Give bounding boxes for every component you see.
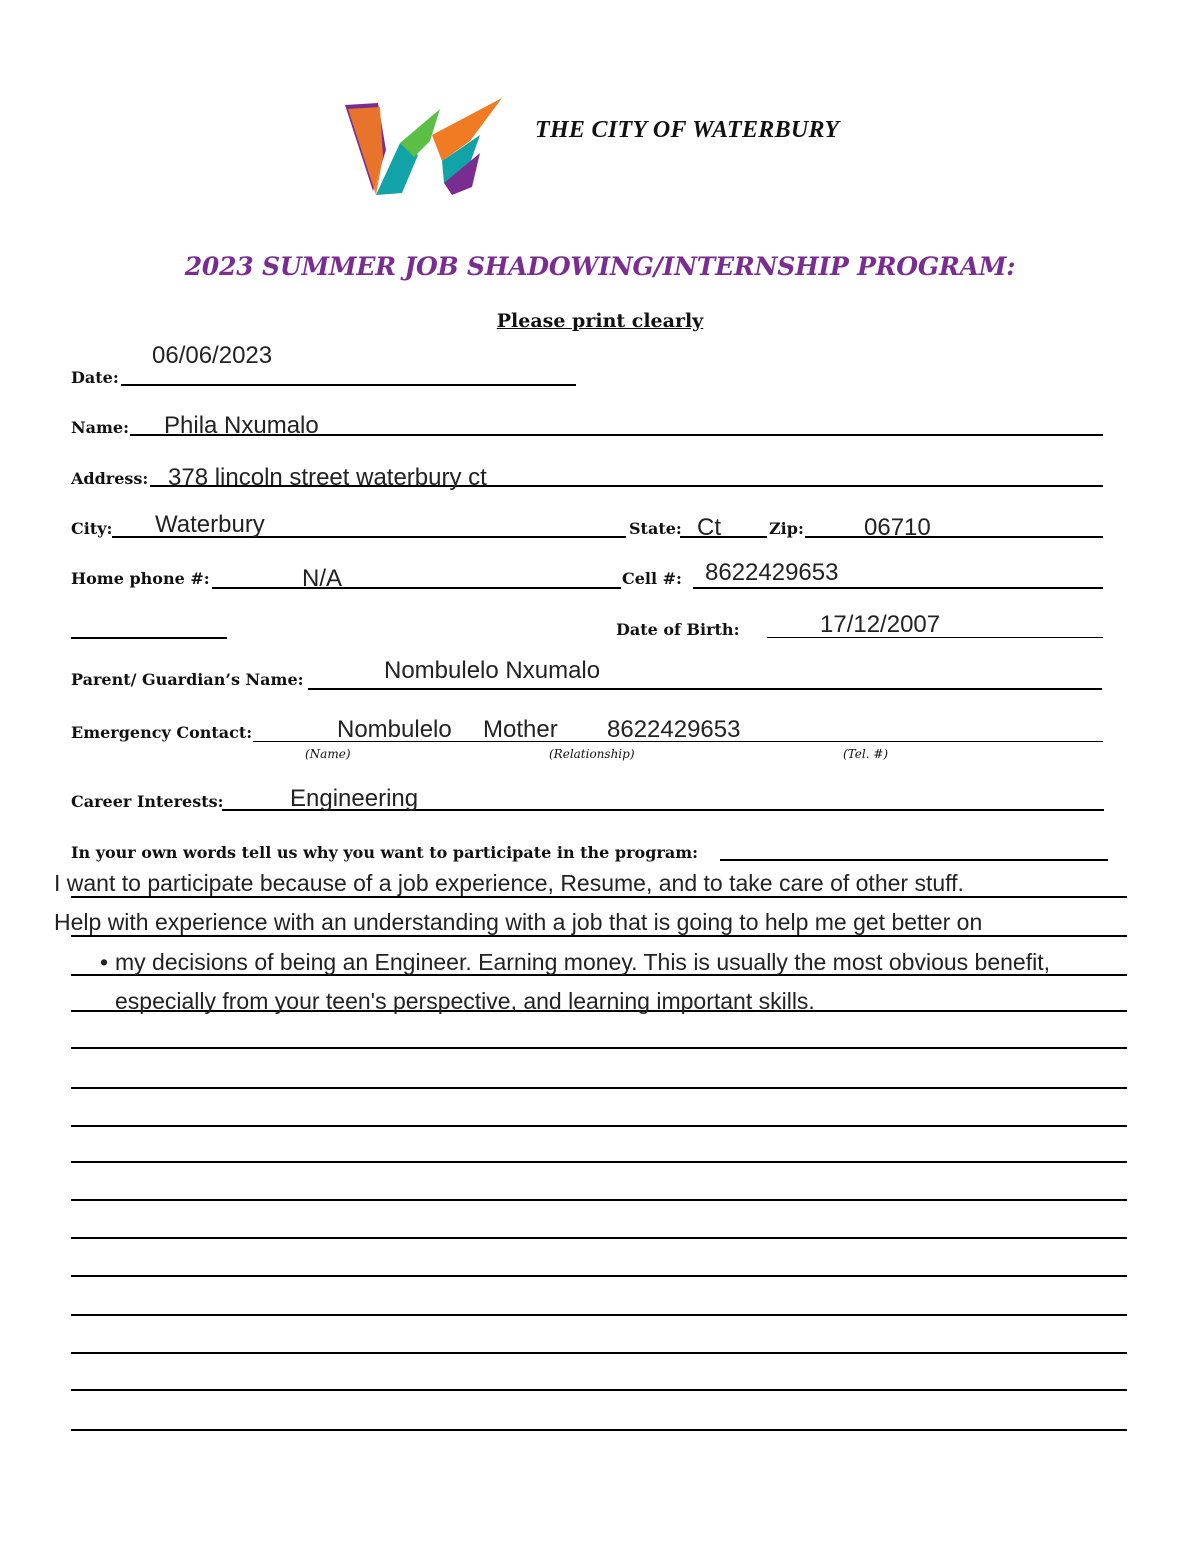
essay-line-7 xyxy=(71,1125,1127,1127)
state-value[interactable]: Ct xyxy=(697,514,721,541)
logo-shape-orange xyxy=(348,107,383,195)
home-phone-label: Home phone #: xyxy=(71,569,210,588)
emergency-relationship-value[interactable]: Mother xyxy=(483,716,558,743)
essay-line-8 xyxy=(71,1161,1127,1163)
essay-prompt: In your own words tell us why you want to participate in the program: xyxy=(71,843,699,862)
essay-line-14 xyxy=(71,1389,1127,1391)
career-label: Career Interests: xyxy=(71,792,224,811)
guardian-value[interactable]: Nombulelo Nxumalo xyxy=(384,657,601,684)
emergency-label: Emergency Contact: xyxy=(71,723,253,742)
date-label: Date: xyxy=(71,368,119,387)
emergency-name-caption: (Name) xyxy=(305,747,351,761)
guardian-label: Parent/ Guardian’s Name: xyxy=(71,670,304,689)
career-value[interactable]: Engineering xyxy=(290,785,419,812)
address-label: Address: xyxy=(71,469,149,488)
city-value[interactable]: Waterbury xyxy=(155,511,265,538)
essay-text-line-2[interactable]: Help with experience with an understanding with a job that is going to help me get better on xyxy=(54,909,983,935)
dob-label: Date of Birth: xyxy=(616,620,740,639)
emergency-tel-value[interactable]: 8622429653 xyxy=(607,716,741,743)
blank-short-line xyxy=(71,637,227,639)
address-value[interactable]: 378 lincoln street waterbury ct xyxy=(168,464,487,491)
essay-line-6 xyxy=(71,1087,1127,1089)
zip-value[interactable]: 06710 xyxy=(864,514,931,541)
name-value[interactable]: Phila Nxumalo xyxy=(164,412,319,439)
cell-value[interactable]: 8622429653 xyxy=(705,559,839,586)
essay-line-9 xyxy=(71,1199,1127,1201)
print-instruction: Please print clearly xyxy=(496,310,704,332)
date-line xyxy=(121,384,576,386)
home-phone-value[interactable]: N/A xyxy=(302,565,343,592)
state-line xyxy=(680,536,767,538)
essay-line-5 xyxy=(71,1047,1127,1049)
essay-text-line-1[interactable]: I want to participate because of a job experience, Resume, and to take care of other stuff. xyxy=(54,870,964,896)
home-phone-line xyxy=(212,587,621,589)
essay-line-11 xyxy=(71,1275,1127,1277)
zip-line xyxy=(805,536,1103,538)
zip-label: Zip: xyxy=(769,519,804,538)
essay-line-13 xyxy=(71,1352,1127,1354)
emergency-relationship-caption: (Relationship) xyxy=(549,747,635,761)
essay-line-12 xyxy=(71,1314,1127,1316)
essay-line-10 xyxy=(71,1237,1127,1239)
essay-bullet: • xyxy=(100,949,109,975)
date-value[interactable]: 06/06/2023 xyxy=(152,342,273,369)
dob-value[interactable]: 17/12/2007 xyxy=(820,611,941,638)
name-label: Name: xyxy=(71,418,130,437)
program-title: 2023 SUMMER JOB SHADOWING/INTERNSHIP PROGRAM: xyxy=(184,252,1016,281)
emergency-tel-caption: (Tel. #) xyxy=(843,747,889,761)
city-label: City: xyxy=(71,519,113,538)
guardian-line xyxy=(308,688,1102,690)
cell-label: Cell #: xyxy=(622,569,682,588)
essay-line-15 xyxy=(71,1429,1127,1431)
essay-text-line-4[interactable]: especially from your teen's perspective, and learning important skills. xyxy=(115,988,815,1014)
state-label: State: xyxy=(629,519,682,538)
essay-prompt-line xyxy=(720,859,1108,861)
organization-name: THE CITY OF WATERBURY xyxy=(535,117,840,143)
city-logo xyxy=(340,95,510,203)
emergency-name-value[interactable]: Nombulelo xyxy=(337,716,452,743)
cell-line xyxy=(693,587,1103,589)
essay-text-line-3[interactable]: my decisions of being an Engineer. Earning money. This is usually the most obvious benefit, xyxy=(115,949,1051,975)
